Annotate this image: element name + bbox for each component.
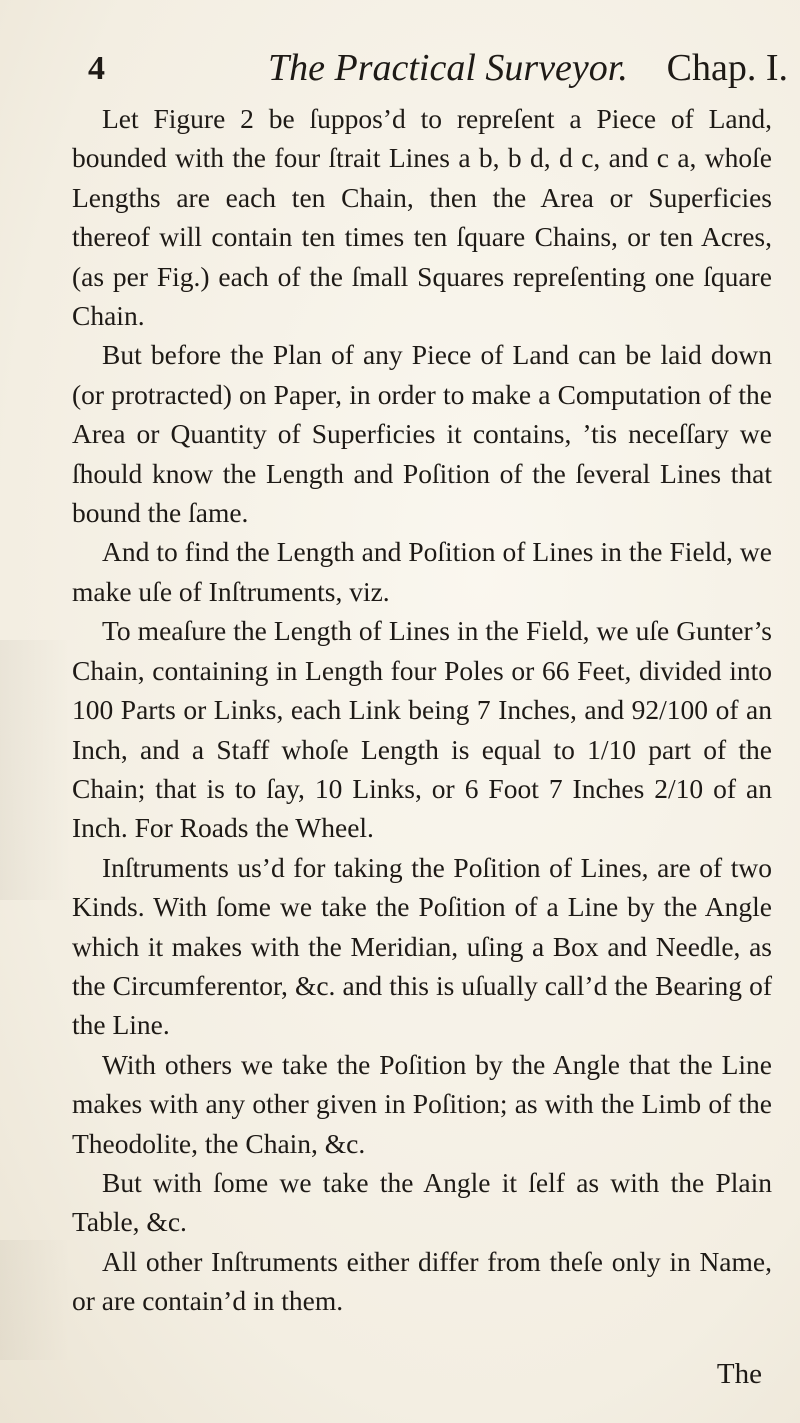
paragraph: Let Figure 2 be ſuppos’d to repreſent a Piece of Land, bounded with the four ſtrait Lines a b, b d, d c, and c a, whoſe Lengths are each ten Chain, then the Area or Superficies thereof will contain ten times ten ſquare Chains, or ten Acres, (as per Fig.) each of the ſmall Squares repreſenting one ſquare Chain. — [72, 103, 772, 332]
page-number: 4 — [88, 50, 105, 87]
paragraph: All other Inſtruments either differ from theſe only in Name, or are contain’d in them. — [72, 1245, 772, 1317]
body-text — [72, 99, 772, 1321]
running-title: The Practical Surveyor. — [268, 47, 628, 89]
paragraph: To meaſure the Length of Lines in the Field, we uſe Gunter’s Chain, containing in Length four Poles or 66 Feet, divided into 100 Parts or Links, each Link being 7 Inches, and 92/100 of an Inch, and a Staff whoſe Length is equal to 1/10 part of the Chain; that is to ſay, 10 Links, or 6 Foot 7 Inches 2/10 of an Inch. For Roads the Wheel. — [72, 615, 772, 844]
catchword: The — [716, 1358, 762, 1390]
paragraph: And to find the Length and Poſition of Lines in the Field, we make uſe of Inſtruments, viz. — [72, 536, 772, 607]
page-stain — [0, 640, 70, 900]
page-stain — [0, 1240, 70, 1360]
chapter-label: Chap. I. — [666, 47, 788, 89]
running-header — [88, 44, 788, 94]
paragraph: But with ſome we take the Angle it ſelf as with the Plain Table, &c. — [72, 1166, 772, 1238]
paragraph: Inſtruments us’d for taking the Poſition of Lines, are of two Kinds. With ſome we take the Poſition of a Line by the Angle which it makes with the Meridian, uſing a Box and Needle, as the Circumferentor, &c. and this is uſually call’d the Bearing of the Line. — [72, 851, 772, 1041]
paragraph: But before the Plan of any Piece of Land can be laid down (or protracted) on Paper, in order to make a Computation of the Area or Quantity of Superficies it contains, ’tis neceſſary we ſhould know the Length and Poſition of the ſeveral Lines that bound the ſame. — [72, 339, 772, 529]
paragraph: With others we take the Poſition by the Angle that the Line makes with any other given in Poſition; as with the Limb of the Theodolite, the Chain, &c. — [72, 1048, 772, 1159]
